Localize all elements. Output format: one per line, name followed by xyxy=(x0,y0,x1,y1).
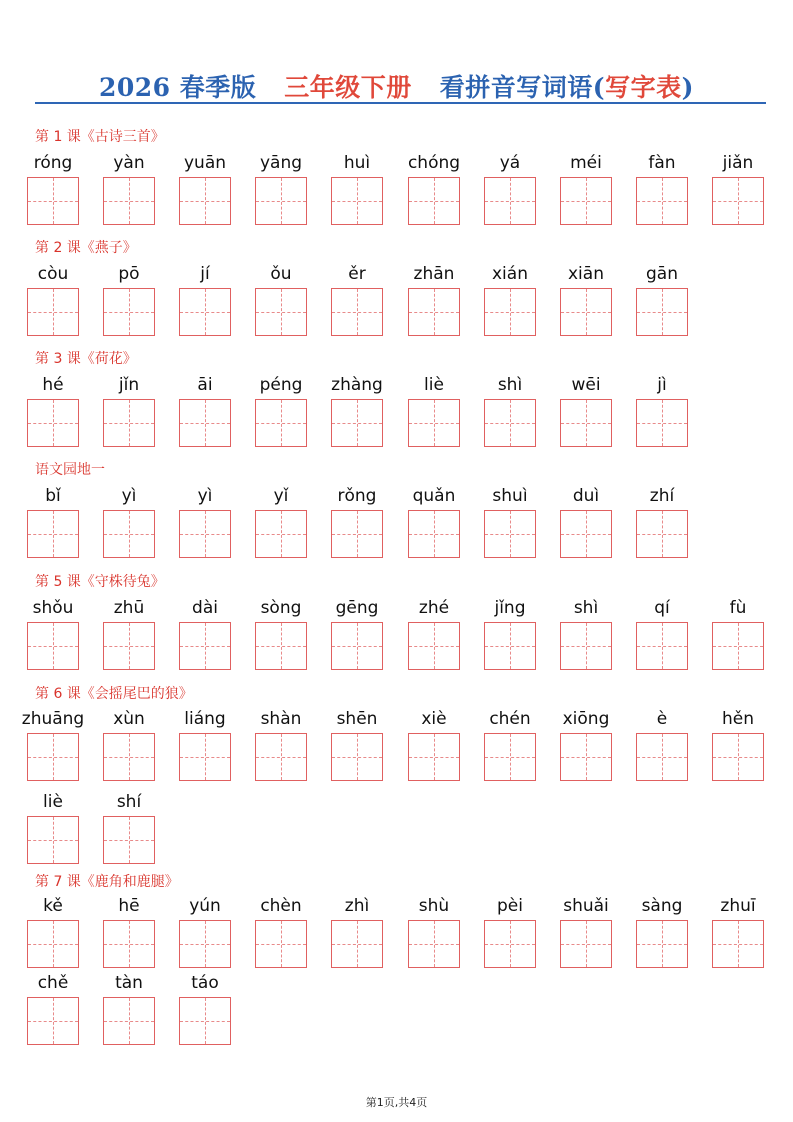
grid-guide-horizontal xyxy=(561,646,611,647)
grid-guide-horizontal xyxy=(332,201,382,202)
grid-guide-horizontal xyxy=(637,944,687,945)
grid-guide-horizontal xyxy=(28,840,78,841)
writing-grid-box[interactable] xyxy=(636,399,688,447)
grid-guide-horizontal xyxy=(104,534,154,535)
pinyin-label: chén xyxy=(489,709,531,729)
pinyin-label: zhé xyxy=(418,598,450,618)
pinyin-label: fàn xyxy=(648,153,676,173)
pinyin-label: xùn xyxy=(113,709,145,729)
pinyin-label: bǐ xyxy=(45,486,61,506)
writing-grid-box[interactable] xyxy=(712,920,764,968)
writing-grid-box[interactable] xyxy=(27,920,79,968)
grid-guide-horizontal xyxy=(485,757,535,758)
writing-grid-box[interactable] xyxy=(255,622,307,670)
writing-grid-box[interactable] xyxy=(484,622,536,670)
writing-grid-box[interactable] xyxy=(27,288,79,336)
writing-grid-box[interactable] xyxy=(103,997,155,1045)
writing-grid-box[interactable] xyxy=(636,177,688,225)
grid-guide-horizontal xyxy=(637,423,687,424)
pinyin-label: xián xyxy=(492,264,528,284)
pinyin-label: sòng xyxy=(260,598,302,618)
writing-grid-box[interactable] xyxy=(408,622,460,670)
grid-guide-horizontal xyxy=(409,423,459,424)
pinyin-label: táo xyxy=(191,973,219,993)
pinyin-label: xiān xyxy=(568,264,604,284)
grid-guide-horizontal xyxy=(104,646,154,647)
pinyin-label: jì xyxy=(657,375,667,395)
writing-grid-box[interactable] xyxy=(255,510,307,558)
pinyin-label: chě xyxy=(37,973,69,993)
pinyin-label: tàn xyxy=(115,973,143,993)
pinyin-label: yàn xyxy=(113,153,145,173)
grid-guide-horizontal xyxy=(409,201,459,202)
writing-grid-box[interactable] xyxy=(712,733,764,781)
page-title xyxy=(0,68,793,104)
grid-guide-horizontal xyxy=(104,1021,154,1022)
pinyin-label: yì xyxy=(197,486,213,506)
grid-guide-horizontal xyxy=(28,944,78,945)
pinyin-label: è xyxy=(656,709,668,729)
grid-guide-horizontal xyxy=(28,312,78,313)
lesson-heading: 第 6 课《会摇尾巴的狼》 xyxy=(35,686,193,702)
grid-guide-horizontal xyxy=(409,757,459,758)
grid-guide-horizontal xyxy=(637,312,687,313)
writing-grid-box[interactable] xyxy=(484,399,536,447)
lesson-heading: 第 1 课《古诗三首》 xyxy=(35,129,165,145)
pinyin-label: róng xyxy=(33,153,73,173)
grid-guide-horizontal xyxy=(180,1021,230,1022)
title-underline xyxy=(35,102,766,104)
pinyin-label: hěn xyxy=(721,709,754,729)
grid-guide-horizontal xyxy=(332,534,382,535)
grid-guide-horizontal xyxy=(180,944,230,945)
grid-guide-horizontal xyxy=(332,423,382,424)
grid-guide-horizontal xyxy=(104,944,154,945)
writing-grid-box[interactable] xyxy=(331,510,383,558)
lesson-heading: 第 2 课《燕子》 xyxy=(35,240,137,256)
grid-guide-horizontal xyxy=(28,1021,78,1022)
pinyin-label: gēng xyxy=(335,598,379,618)
pinyin-label: shàn xyxy=(260,709,302,729)
writing-grid-box[interactable] xyxy=(484,733,536,781)
pinyin-label: xiè xyxy=(421,709,447,729)
grid-guide-horizontal xyxy=(713,646,763,647)
pinyin-label: méi xyxy=(570,153,602,173)
title-task: 看拼音写词语( xyxy=(439,73,606,102)
writing-grid-box[interactable] xyxy=(255,177,307,225)
writing-grid-box[interactable] xyxy=(484,920,536,968)
title-table-name: 写字表 xyxy=(605,73,682,102)
writing-grid-box[interactable] xyxy=(331,733,383,781)
pinyin-label: huì xyxy=(343,153,371,173)
grid-guide-horizontal xyxy=(332,757,382,758)
pinyin-label: chóng xyxy=(407,153,461,173)
pinyin-label: duì xyxy=(572,486,600,506)
lesson-heading: 第 3 课《荷花》 xyxy=(35,351,137,367)
writing-grid-box[interactable] xyxy=(179,399,231,447)
writing-grid-box[interactable] xyxy=(331,622,383,670)
grid-guide-horizontal xyxy=(28,757,78,758)
grid-guide-horizontal xyxy=(332,944,382,945)
writing-grid-box[interactable] xyxy=(27,816,79,864)
writing-grid-box[interactable] xyxy=(636,510,688,558)
pinyin-label: kě xyxy=(43,896,63,916)
writing-grid-box[interactable] xyxy=(408,920,460,968)
writing-grid-box[interactable] xyxy=(103,510,155,558)
writing-grid-box[interactable] xyxy=(408,177,460,225)
pinyin-label: zhū xyxy=(113,598,145,618)
title-grade: 三年级下册 xyxy=(284,73,412,102)
pinyin-label: shǒu xyxy=(32,598,74,618)
pinyin-label: gān xyxy=(646,264,678,284)
grid-guide-horizontal xyxy=(561,757,611,758)
grid-guide-horizontal xyxy=(256,646,306,647)
writing-grid-box[interactable] xyxy=(27,177,79,225)
lesson-heading: 第 5 课《守株待兔》 xyxy=(35,574,165,590)
pinyin-label: shì xyxy=(497,375,523,395)
title-edition: 2026 春季版 xyxy=(98,73,257,102)
writing-grid-box[interactable] xyxy=(560,288,612,336)
grid-guide-horizontal xyxy=(104,757,154,758)
pinyin-label: liáng xyxy=(184,709,226,729)
grid-guide-horizontal xyxy=(180,646,230,647)
writing-grid-box[interactable] xyxy=(103,920,155,968)
writing-grid-box[interactable] xyxy=(484,510,536,558)
grid-guide-horizontal xyxy=(713,201,763,202)
grid-guide-horizontal xyxy=(409,312,459,313)
pinyin-label: jǐn xyxy=(118,375,140,395)
grid-guide-horizontal xyxy=(180,534,230,535)
pinyin-label: wēi xyxy=(571,375,601,395)
writing-grid-box[interactable] xyxy=(103,399,155,447)
writing-grid-box[interactable] xyxy=(27,997,79,1045)
pinyin-label: pō xyxy=(118,264,140,284)
pinyin-label: yǐ xyxy=(273,486,289,506)
pinyin-label: zhàng xyxy=(331,375,383,395)
grid-guide-horizontal xyxy=(485,646,535,647)
writing-grid-box[interactable] xyxy=(331,399,383,447)
writing-grid-box[interactable] xyxy=(179,288,231,336)
grid-guide-horizontal xyxy=(104,201,154,202)
grid-guide-horizontal xyxy=(409,534,459,535)
writing-grid-box[interactable] xyxy=(408,510,460,558)
grid-guide-horizontal xyxy=(256,944,306,945)
writing-grid-box[interactable] xyxy=(560,733,612,781)
grid-guide-horizontal xyxy=(637,201,687,202)
writing-grid-box[interactable] xyxy=(636,733,688,781)
grid-guide-horizontal xyxy=(28,534,78,535)
grid-guide-horizontal xyxy=(409,646,459,647)
grid-guide-horizontal xyxy=(637,534,687,535)
writing-grid-box[interactable] xyxy=(408,399,460,447)
title-close-paren: ) xyxy=(681,73,694,102)
pinyin-label: jiǎn xyxy=(722,153,754,173)
grid-guide-horizontal xyxy=(104,423,154,424)
writing-grid-box[interactable] xyxy=(712,622,764,670)
pinyin-label: shí xyxy=(116,792,142,812)
writing-grid-box[interactable] xyxy=(255,920,307,968)
grid-guide-horizontal xyxy=(332,312,382,313)
grid-guide-horizontal xyxy=(180,423,230,424)
lesson-heading: 语文园地一 xyxy=(35,462,105,478)
pinyin-label: fù xyxy=(729,598,747,618)
writing-grid-box[interactable] xyxy=(27,622,79,670)
writing-grid-box[interactable] xyxy=(636,622,688,670)
writing-grid-box[interactable] xyxy=(103,816,155,864)
writing-grid-box[interactable] xyxy=(103,288,155,336)
grid-guide-horizontal xyxy=(180,757,230,758)
grid-guide-horizontal xyxy=(485,423,535,424)
writing-grid-box[interactable] xyxy=(636,288,688,336)
grid-guide-horizontal xyxy=(256,757,306,758)
writing-grid-box[interactable] xyxy=(636,920,688,968)
writing-grid-box[interactable] xyxy=(560,510,612,558)
grid-guide-horizontal xyxy=(637,646,687,647)
pinyin-label: zhuāng xyxy=(21,709,85,729)
writing-grid-box[interactable] xyxy=(27,399,79,447)
writing-grid-box[interactable] xyxy=(255,733,307,781)
writing-grid-box[interactable] xyxy=(560,399,612,447)
grid-guide-horizontal xyxy=(256,534,306,535)
grid-guide-horizontal xyxy=(28,201,78,202)
grid-guide-horizontal xyxy=(561,534,611,535)
grid-guide-horizontal xyxy=(104,312,154,313)
writing-grid-box[interactable] xyxy=(408,733,460,781)
grid-guide-horizontal xyxy=(28,423,78,424)
writing-grid-box[interactable] xyxy=(103,177,155,225)
writing-grid-box[interactable] xyxy=(103,622,155,670)
pinyin-label: yāng xyxy=(259,153,303,173)
pinyin-label: zhān xyxy=(413,264,455,284)
pinyin-label: liè xyxy=(43,792,63,812)
pinyin-label: hé xyxy=(42,375,64,395)
grid-guide-horizontal xyxy=(485,944,535,945)
writing-grid-box[interactable] xyxy=(484,177,536,225)
pinyin-label: āi xyxy=(197,375,213,395)
grid-guide-horizontal xyxy=(485,312,535,313)
pinyin-label: ǒu xyxy=(270,264,292,284)
grid-guide-horizontal xyxy=(28,646,78,647)
grid-guide-horizontal xyxy=(485,201,535,202)
grid-guide-horizontal xyxy=(637,757,687,758)
pinyin-label: rǒng xyxy=(337,486,377,506)
grid-guide-horizontal xyxy=(409,944,459,945)
pinyin-label: qí xyxy=(654,598,670,618)
pinyin-label: yún xyxy=(189,896,221,916)
writing-grid-box[interactable] xyxy=(331,177,383,225)
writing-grid-box[interactable] xyxy=(179,733,231,781)
pinyin-label: péng xyxy=(259,375,303,395)
grid-guide-horizontal xyxy=(561,423,611,424)
pinyin-label: liè xyxy=(424,375,444,395)
grid-guide-horizontal xyxy=(561,201,611,202)
pinyin-label: pèi xyxy=(497,896,523,916)
pinyin-label: hē xyxy=(118,896,140,916)
grid-guide-horizontal xyxy=(713,944,763,945)
writing-grid-box[interactable] xyxy=(560,920,612,968)
writing-grid-box[interactable] xyxy=(484,288,536,336)
writing-grid-box[interactable] xyxy=(179,920,231,968)
writing-grid-box[interactable] xyxy=(27,510,79,558)
pinyin-label: jí xyxy=(200,264,210,284)
pinyin-label: còu xyxy=(37,264,69,284)
lesson-heading: 第 7 课《鹿角和鹿腿》 xyxy=(35,874,179,890)
pinyin-label: shù xyxy=(418,896,450,916)
pinyin-label: shuǎi xyxy=(563,896,609,916)
grid-guide-horizontal xyxy=(180,201,230,202)
writing-grid-box[interactable] xyxy=(179,622,231,670)
pinyin-label: shēn xyxy=(336,709,378,729)
pinyin-label: chèn xyxy=(260,896,302,916)
writing-grid-box[interactable] xyxy=(331,288,383,336)
grid-guide-horizontal xyxy=(180,312,230,313)
pinyin-label: sàng xyxy=(641,896,683,916)
grid-guide-horizontal xyxy=(561,944,611,945)
writing-grid-box[interactable] xyxy=(560,177,612,225)
pinyin-label: yì xyxy=(121,486,137,506)
page-footer: 第1页,共4页 xyxy=(365,1096,428,1109)
pinyin-label: shì xyxy=(573,598,599,618)
writing-grid-box[interactable] xyxy=(255,399,307,447)
writing-grid-box[interactable] xyxy=(331,920,383,968)
writing-grid-box[interactable] xyxy=(408,288,460,336)
writing-grid-box[interactable] xyxy=(27,733,79,781)
pinyin-label: zhuī xyxy=(720,896,756,916)
writing-grid-box[interactable] xyxy=(560,622,612,670)
writing-grid-box[interactable] xyxy=(103,733,155,781)
grid-guide-horizontal xyxy=(713,757,763,758)
pinyin-label: zhí xyxy=(649,486,675,506)
grid-guide-horizontal xyxy=(256,312,306,313)
pinyin-label: xiōng xyxy=(562,709,610,729)
pinyin-label: shuì xyxy=(492,486,528,506)
grid-guide-horizontal xyxy=(332,646,382,647)
writing-grid-box[interactable] xyxy=(179,177,231,225)
pinyin-label: yuān xyxy=(183,153,227,173)
pinyin-label: ěr xyxy=(348,264,366,284)
pinyin-label: jǐng xyxy=(494,598,526,618)
writing-grid-box[interactable] xyxy=(255,288,307,336)
pinyin-label: dài xyxy=(192,598,218,618)
writing-grid-box[interactable] xyxy=(179,997,231,1045)
pinyin-label: quǎn xyxy=(412,486,456,506)
writing-grid-box[interactable] xyxy=(712,177,764,225)
grid-guide-horizontal xyxy=(485,534,535,535)
grid-guide-horizontal xyxy=(256,423,306,424)
writing-grid-box[interactable] xyxy=(179,510,231,558)
grid-guide-horizontal xyxy=(561,312,611,313)
pinyin-label: yá xyxy=(499,153,521,173)
grid-guide-horizontal xyxy=(104,840,154,841)
pinyin-label: zhì xyxy=(344,896,370,916)
grid-guide-horizontal xyxy=(256,201,306,202)
